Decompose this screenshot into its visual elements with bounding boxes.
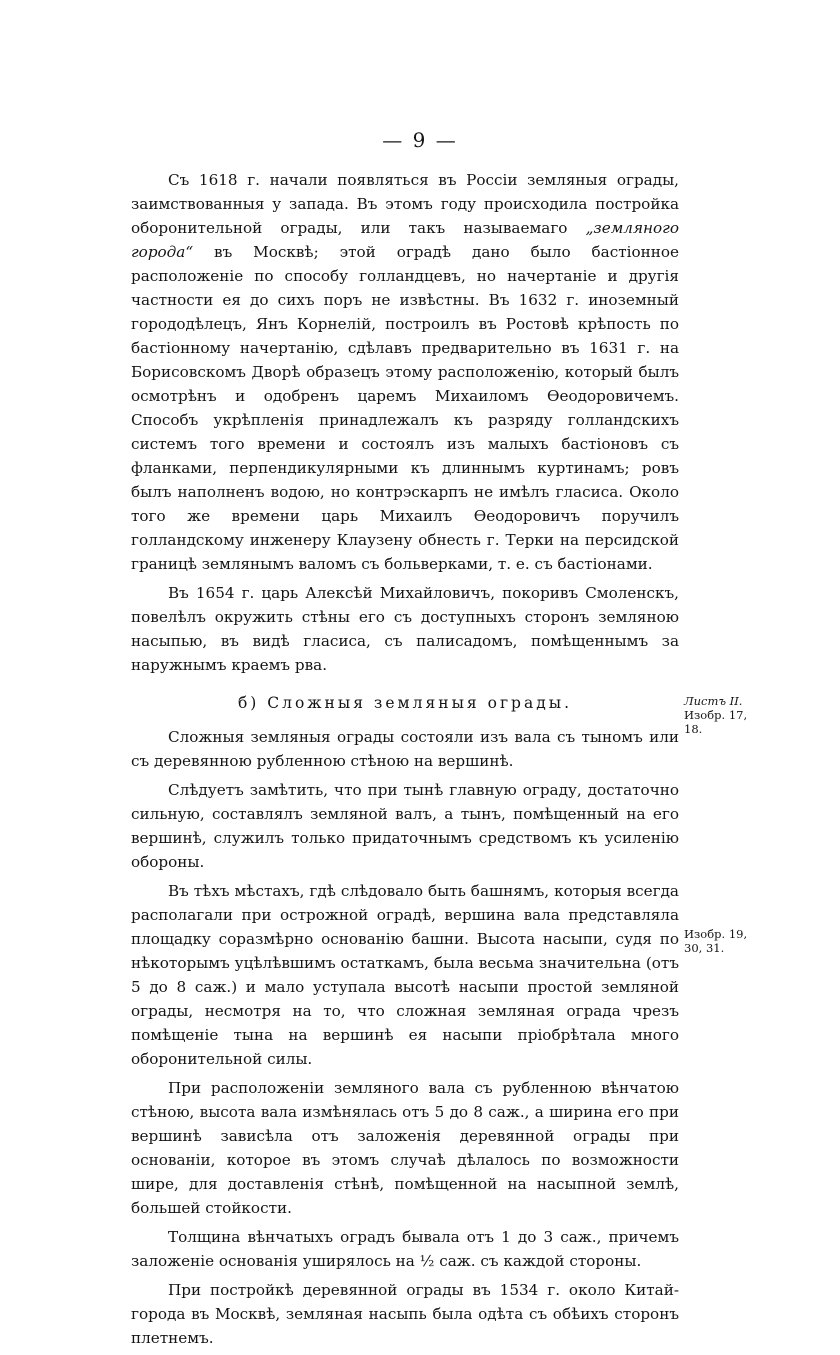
margin-note-line: Изобр. 17, <box>684 708 748 722</box>
paragraph-earthen-fences-1618 <box>131 168 679 576</box>
paragraph-thickness: Толщина вѣнчатыхъ оградъ бывала отъ 1 до 3 саж., причемъ заложеніе основанія уширялось на ½ саж. съ каждой стороны. <box>131 1228 679 1270</box>
section-heading: б) Сложныя земляныя ограды. <box>237 694 573 712</box>
margin-note-figures <box>684 927 764 955</box>
paragraph-smolensk-1654: Въ 1654 г. царь Алексѣй Михайловичъ, покоривъ Смоленскъ, повелѣлъ окружить стѣны его съ доступныхъ сторонъ земляною насыпью, въ видѣ гласиса, съ палисадомъ, помѣщеннымъ за наружнымъ краемъ рва. <box>131 584 679 674</box>
margin-note-line: 18. <box>684 722 703 736</box>
text-column <box>131 168 679 1355</box>
paragraph-complex-fences: Сложныя земляныя ограды состояли изъ вала съ тыномъ или съ деревянною рубленною стѣною на вершинѣ. <box>131 728 679 770</box>
italic-term-zemlyanoy-gorod: „земляного города“ <box>131 219 679 261</box>
page-number: — 9 — <box>382 128 458 152</box>
paragraph-kitay-gorod-1534: При постройкѣ деревянной ограды въ 1534 г. около Китай-города въ Москвѣ, земляная насыпь была одѣта съ обѣихъ сторонъ плетнемъ. <box>131 1281 679 1347</box>
paragraph-crowned-wall: При расположеніи земляного вала съ рубленною вѣнчатою стѣною, высота вала измѣнялась отъ 5 до 8 саж., а ширина его при вершинѣ зависѣла отъ заложенія деревянной ограды при основаніи, которое въ этомъ случаѣ дѣлалось по возможности шире, для доставленія стѣнѣ, помѣщенной на насыпной землѣ, большей стойкости. <box>131 1079 679 1217</box>
paragraph-rest: въ Москвѣ; этой оградѣ дано было бастіонное расположеніе по способу голландцевъ, но начертаніе и другія частности ея до сихъ поръ не извѣстны. Въ 1632 г. иноземный горододѣлецъ, Янъ Корнелій, построилъ въ Ростовѣ крѣпость по бастіонному начертанію, сдѣлавъ предварительно въ 1631 г. на Борисовскомъ Дворѣ образецъ этому расположенію, который былъ осмотрѣнъ и одобренъ царемъ Михаиломъ Ѳеодоровичемъ. Способъ укрѣпленія принадлежалъ къ разряду голландскихъ системъ того времени и состоялъ изъ малыхъ бастіоновъ съ фланками, перпендикулярными къ длиннымъ куртинамъ; ровъ былъ наполненъ водою, но контрэскарпъ не имѣлъ гласиса. Около того же времени царь Михаилъ Ѳеодоровичъ поручилъ голландскому инженеру Клаузену обнесть г. Терки на персидской границѣ землянымъ валомъ съ больверками, т. е. съ бастіонами. <box>131 243 679 573</box>
margin-note-line: Изобр. 19, <box>684 927 748 941</box>
margin-note-sheet-ii <box>684 694 764 736</box>
paragraph-lead: Съ 1618 г. начали появляться въ Россіи земляныя ограды, заимствованныя у запада. Въ этомъ году происходила постройка оборонительной ограды, или такъ называемаго <box>131 171 679 237</box>
margin-note-line: Листъ II. <box>684 694 743 708</box>
paragraph-towers: Въ тѣхъ мѣстахъ, гдѣ слѣдовало быть башнямъ, которыя всегда располагали при острожной оградѣ, вершина вала представляла площадку соразмѣрно основанію башни. Высота насыпи, судя по нѣкоторымъ уцѣлѣвшимъ остаткамъ, была весьма значительна (отъ 5 до 8 саж.) и мало уступала высотѣ насыпи простой земляной ограды, несмотря на то, что сложная земляная ограда чрезъ помѣщеніе тына на вершинѣ ея насыпи пріобрѣтала много оборонительной силы. <box>131 882 679 1068</box>
paragraph-palisade-note: Слѣдуетъ замѣтить, что при тынѣ главную ограду, достаточно сильную, составлялъ земляной валъ, а тынъ, помѣщенный на его вершинѣ, служилъ только придаточнымъ средствомъ къ усиленію обороны. <box>131 781 679 871</box>
margin-note-line: 30, 31. <box>684 941 725 955</box>
